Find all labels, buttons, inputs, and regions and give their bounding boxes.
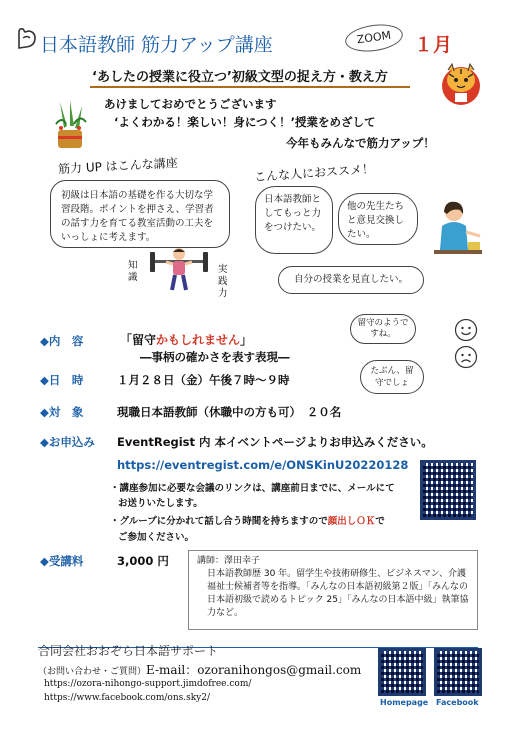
side-bubble-top — [350, 314, 416, 344]
company-name: 合同会社おおぞら日本語サポート — [38, 644, 219, 658]
about-heading: 筋力 UP はこんな講座 — [57, 155, 178, 177]
recommend-bubble-2 — [338, 193, 418, 245]
qr-facebook-label: Facebook — [436, 698, 479, 707]
label-practice: 実践力 — [218, 264, 228, 299]
side-bubble-top-text: 留守のようですね。 — [357, 318, 409, 339]
note-1: ・講座参加に必要な会議のリンクは、講座前日までに、メールにて — [110, 483, 395, 494]
instructor-heading: 講師：澤田幸子 — [197, 556, 261, 566]
recommend-text-2: 他の先生たちと意見交換したい。 — [347, 201, 405, 240]
subtitle-underline — [90, 86, 410, 88]
recommend-text-3: 自分の授業を見直したい。 — [293, 274, 408, 285]
greeting-line-1: あけましておめでとうございます — [104, 97, 277, 111]
apply-label: ◆お申込み — [40, 435, 95, 449]
date-label: ◆日 時 — [40, 373, 84, 387]
apply-url-link[interactable]: https://eventregist.com/e/ONSKinU20220128 — [117, 458, 409, 472]
content-title-red: かもしれません — [156, 333, 241, 347]
website-link[interactable]: https://ozora-nihongo-support.jimdofree.com/ — [44, 679, 252, 689]
teacher-icon — [430, 198, 486, 260]
note-2c: ご参加ください。 — [118, 532, 195, 543]
note-2 — [110, 513, 385, 527]
note-1b: お送りいたします。 — [118, 498, 203, 509]
muscle-arm-icon — [16, 26, 38, 50]
content-title-a: 「留守 — [120, 333, 157, 347]
worried-face-icon — [454, 345, 478, 369]
tiger-daruma-icon — [440, 58, 482, 106]
fee-value: 3,000 円 — [117, 554, 169, 568]
recommend-text-1: 日本語教師としてもっと力をつけたい。 — [264, 194, 322, 233]
recommend-bubble-3 — [278, 266, 424, 294]
instructor-box — [188, 550, 478, 630]
content-subtitle: ―事柄の確かさを表す表現― — [140, 350, 290, 364]
label-knowledge: 知識 — [128, 260, 138, 283]
fee-label: ◆受講料 — [40, 554, 84, 568]
greeting-line-2: ‘よくわかる！楽しい！身につく！’授業をめざして — [114, 115, 376, 129]
content-title — [120, 331, 252, 348]
content-label: ◆内 容 — [40, 334, 84, 348]
page-title: 日本語教師 筋力アップ講座 — [40, 34, 273, 56]
recommend-bubble-1 — [255, 186, 333, 254]
side-bubble-bottom — [360, 360, 424, 394]
note-2a: ・グループに分かれて話し合う時間を持ちますので — [110, 516, 328, 527]
email-label: E-mail： — [146, 663, 198, 677]
apply-value: EventRegist 内 本イベントページよりお申込みください。 — [117, 435, 433, 449]
greeting-line-3: 今年もみんなで筋力アップ！ — [286, 136, 435, 150]
qr-code-facebook — [434, 648, 482, 696]
note-2-red: 顔出しＯＫ — [327, 516, 376, 527]
qr-code-homepage — [378, 648, 426, 696]
about-text: 初級は日本語の基礎を作る大切な学習段階。ポイントを押さえ、学習者の話す力を育てる教室活動の工夫をいっしょに考えます。 — [61, 190, 214, 243]
side-bubble-bottom-text: たぶん、留守でしょ — [370, 366, 414, 388]
kadomatsu-icon — [52, 98, 88, 152]
qr-homepage-label: Homepage — [380, 698, 429, 707]
target-value: 現職日本語教師（休職中の方も可） ２０名 — [117, 405, 342, 419]
content-title-c: 」 — [240, 333, 253, 347]
facebook-link[interactable]: https://www.facebook.com/ons.sky2/ — [44, 693, 211, 703]
target-label: ◆対 象 — [40, 405, 84, 419]
instructor-text: 日本語教師歴 30 年。留学生や技術研修生、ビジネスマン、介護福祉士候補者等を指導。「みんなの日本語初級第２版」「みんなの日本語初級で読めるトピック 25」「みんなの日本語中級」執筆協力など。 — [207, 569, 469, 618]
weightlifter-icon — [148, 246, 210, 294]
note-2b: で — [375, 516, 385, 527]
email-link[interactable]: ozoranihongos@gmail.com — [197, 663, 362, 677]
smile-face-icon — [454, 318, 478, 342]
zoom-badge: ZOOM — [343, 21, 404, 55]
subtitle: ‘あしたの授業に役立つ’初級文型の捉え方・教え方 — [92, 70, 388, 85]
month-label: １月 — [414, 34, 453, 56]
date-value: １月２８日（金）午後７時～９時 — [117, 373, 290, 387]
contact-line — [38, 661, 361, 678]
contact-prefix: （お問い合わせ・ご質問） — [38, 667, 147, 677]
qr-code-apply — [420, 460, 476, 520]
about-bubble — [50, 180, 230, 248]
recommend-heading: こんな人におススメ！ — [253, 161, 375, 185]
